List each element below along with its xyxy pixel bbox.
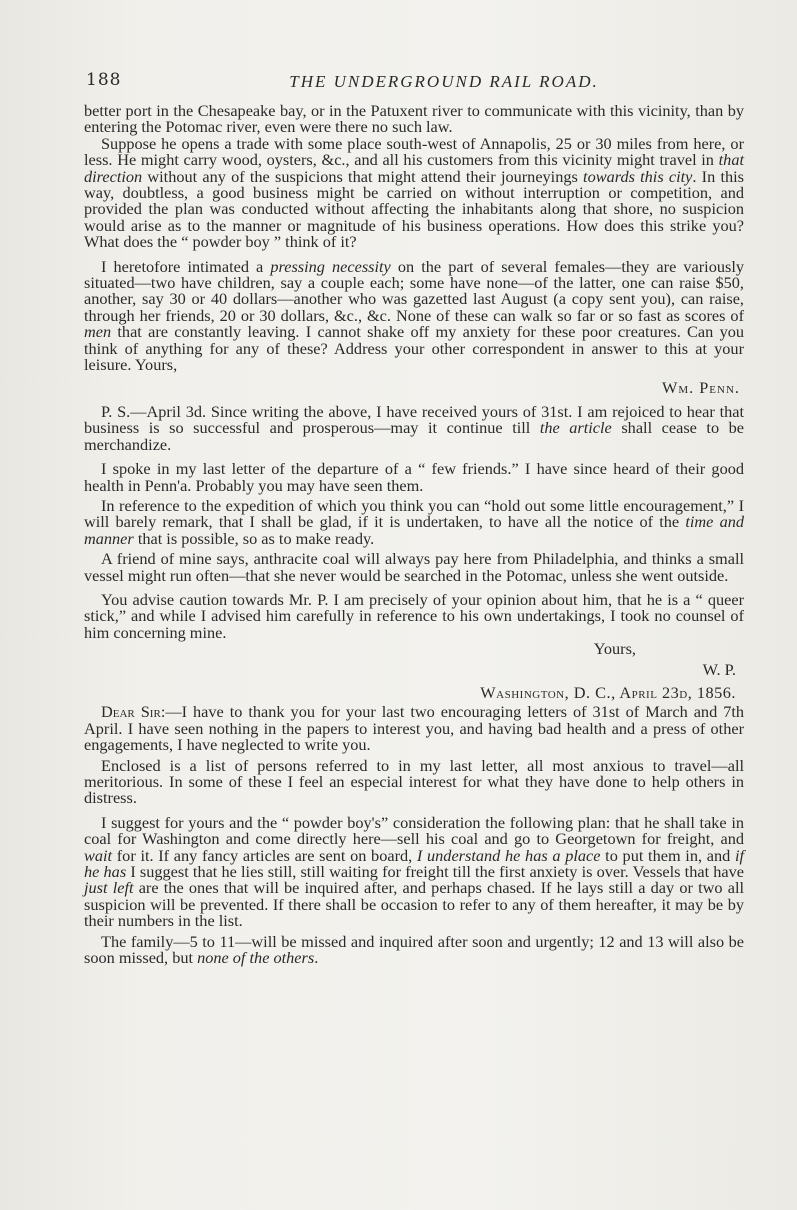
- page-number: 188: [86, 70, 122, 90]
- paragraph-postscript: [84, 401, 745, 454]
- paragraph-expedition: [84, 495, 744, 548]
- text-run: I suggest for yours and the “ powder boy's” consideration the following plan: that he shall take in coal for Washington and come directly here—sell his coal and go to Georgetown for freight, and: [84, 812, 744, 849]
- paragraph-continued: better port in the Chesapeake bay, or in the Patuxent river to communicate with this vicinity, than by entering the Potomac river, even were there no such law.: [84, 101, 744, 137]
- text-run: Suppose he opens a trade with some place south-west of Annapolis, 25 or 30 miles from here, or less. He might carry wood, oysters, &c., and all his customers from this vicinity might travel in: [84, 133, 744, 170]
- italic-run: the article: [539, 418, 612, 438]
- running-title: THE UNDERGROUND RAIL ROAD.: [289, 72, 599, 91]
- text-run: :—I have to thank you for your last two encouraging letters of 31st of March and 7th April. I have seen nothing in the papers to interest you, and having bad health and a press of other engagements, I have neglected to write you.: [84, 702, 744, 755]
- italic-run: towards this city: [583, 166, 693, 186]
- italic-run: just left: [84, 878, 134, 898]
- text-run: are the ones that will be inquired after, and perhaps chased. If he lays still a day or two all suspicion will be prevented. If there shall be occasion to refer to any of them hereafter, it may be by their numbers in the list.: [84, 878, 744, 931]
- text-run: The family—5 to 11—will be missed and inquired after soon and urgently; 12 and 13 will also be soon missed, but: [84, 931, 744, 968]
- paragraph-plan: [84, 812, 745, 931]
- page-header: [84, 70, 744, 100]
- closing-yours: Yours,: [593, 639, 636, 659]
- italic-run: if he has: [84, 845, 745, 882]
- italic-run: wait: [84, 845, 113, 865]
- letter-dateline: Washington, D. C., April 23d, 1856.: [480, 683, 736, 702]
- paragraph-trade-proposal: [84, 133, 744, 252]
- text-run: .: [314, 948, 319, 968]
- text-run: . In this way, doubtless, a good business might be carried on without interruption or competition, and provided the plan was conducted without affecting the inhabitants along that shore, no suspicion would arise as to the manner or magnitude of his business operations. How does this strike you? What does the “ powder boy ” think of it?: [84, 166, 744, 252]
- body-text: [84, 103, 744, 967]
- text-run: P. S.—April 3d. Since writing the above, I have received yours of 31st. I am rejoiced to hear that business is so successful and prosperous—may it continue till: [84, 401, 744, 438]
- paragraph-females: [84, 256, 744, 375]
- paragraph-enclosed-list: Enclosed is a list of persons referred to in my last letter, all most anxious to travel—all meritorious. In some of these I feel an especial interest for what they have done to help others in distress.: [84, 755, 744, 808]
- text-run: on the part of several females—they are variously situated—two have children, say a couple each; some have none—of the latter, one can raise $50, another, say 30 or 40 dollars—another who was gazetted last August (a copy sent you), can raise, through her friends, 20 or 30 dollars, &c., &c. None of these can walk so far or so fast as scores of: [84, 256, 744, 325]
- paragraph-caution: You advise caution towards Mr. P. I am precisely of your opinion about him, that he is a “ queer stick,” and while I advised him carefully in reference to his own undertakings, I took no counsel of him concerning mine.: [84, 589, 744, 642]
- italic-run: that direction: [84, 150, 744, 186]
- salutation: Dear Sir: [101, 702, 161, 722]
- text-run: I suggest that he lies still, still waiting for freight till the first anxiety is over. Vessels that have: [126, 862, 744, 882]
- book-page: [84, 70, 744, 967]
- paragraph-anthracite: A friend of mine says, anthracite coal will always pay here from Philadelphia, and thinks a small vessel might run often—that she never would be searched in the Potomac, unless she went outside.: [84, 549, 744, 585]
- text-run: without any of the suspicions that might attend their journeyings: [142, 166, 584, 186]
- paragraph-salutation: [84, 704, 744, 753]
- text-run: shall cease to be merchandize.: [84, 418, 745, 454]
- paragraph-family: [84, 931, 744, 968]
- text-run: to put them in, and: [600, 845, 735, 865]
- italic-run: men: [84, 322, 112, 342]
- text-run: for it. If any fancy articles are sent on board,: [112, 845, 417, 865]
- italic-run: I understand he has a place: [416, 845, 601, 865]
- text-run: I heretofore intimated a: [101, 256, 271, 276]
- text-run: In reference to the expedition of which you think you can “hold out some little encouragement,” I will barely remark, that I shall be glad, if it is undertaken, to have all the notice of the: [84, 495, 744, 532]
- italic-run: pressing necessity: [270, 256, 391, 276]
- signature-wm-penn: Wm. Penn.: [661, 377, 740, 397]
- paragraph-few-friends: I spoke in my last letter of the departure of a “ few friends.” I have since heard of their good health in Penn'a. Probably you may have seen them.: [84, 459, 744, 495]
- text-run: that is possible, so as to make ready.: [133, 528, 375, 548]
- italic-run: time and manner: [84, 512, 744, 548]
- italic-run: none of the others: [197, 948, 315, 968]
- signature-wp: W. P.: [702, 659, 736, 679]
- text-run: that are constantly leaving. I cannot shake off my anxiety for these poor creatures. Can you think of anything for any of these? Address your other correspondent in answer to this at your leisure. Yours,: [84, 322, 744, 375]
